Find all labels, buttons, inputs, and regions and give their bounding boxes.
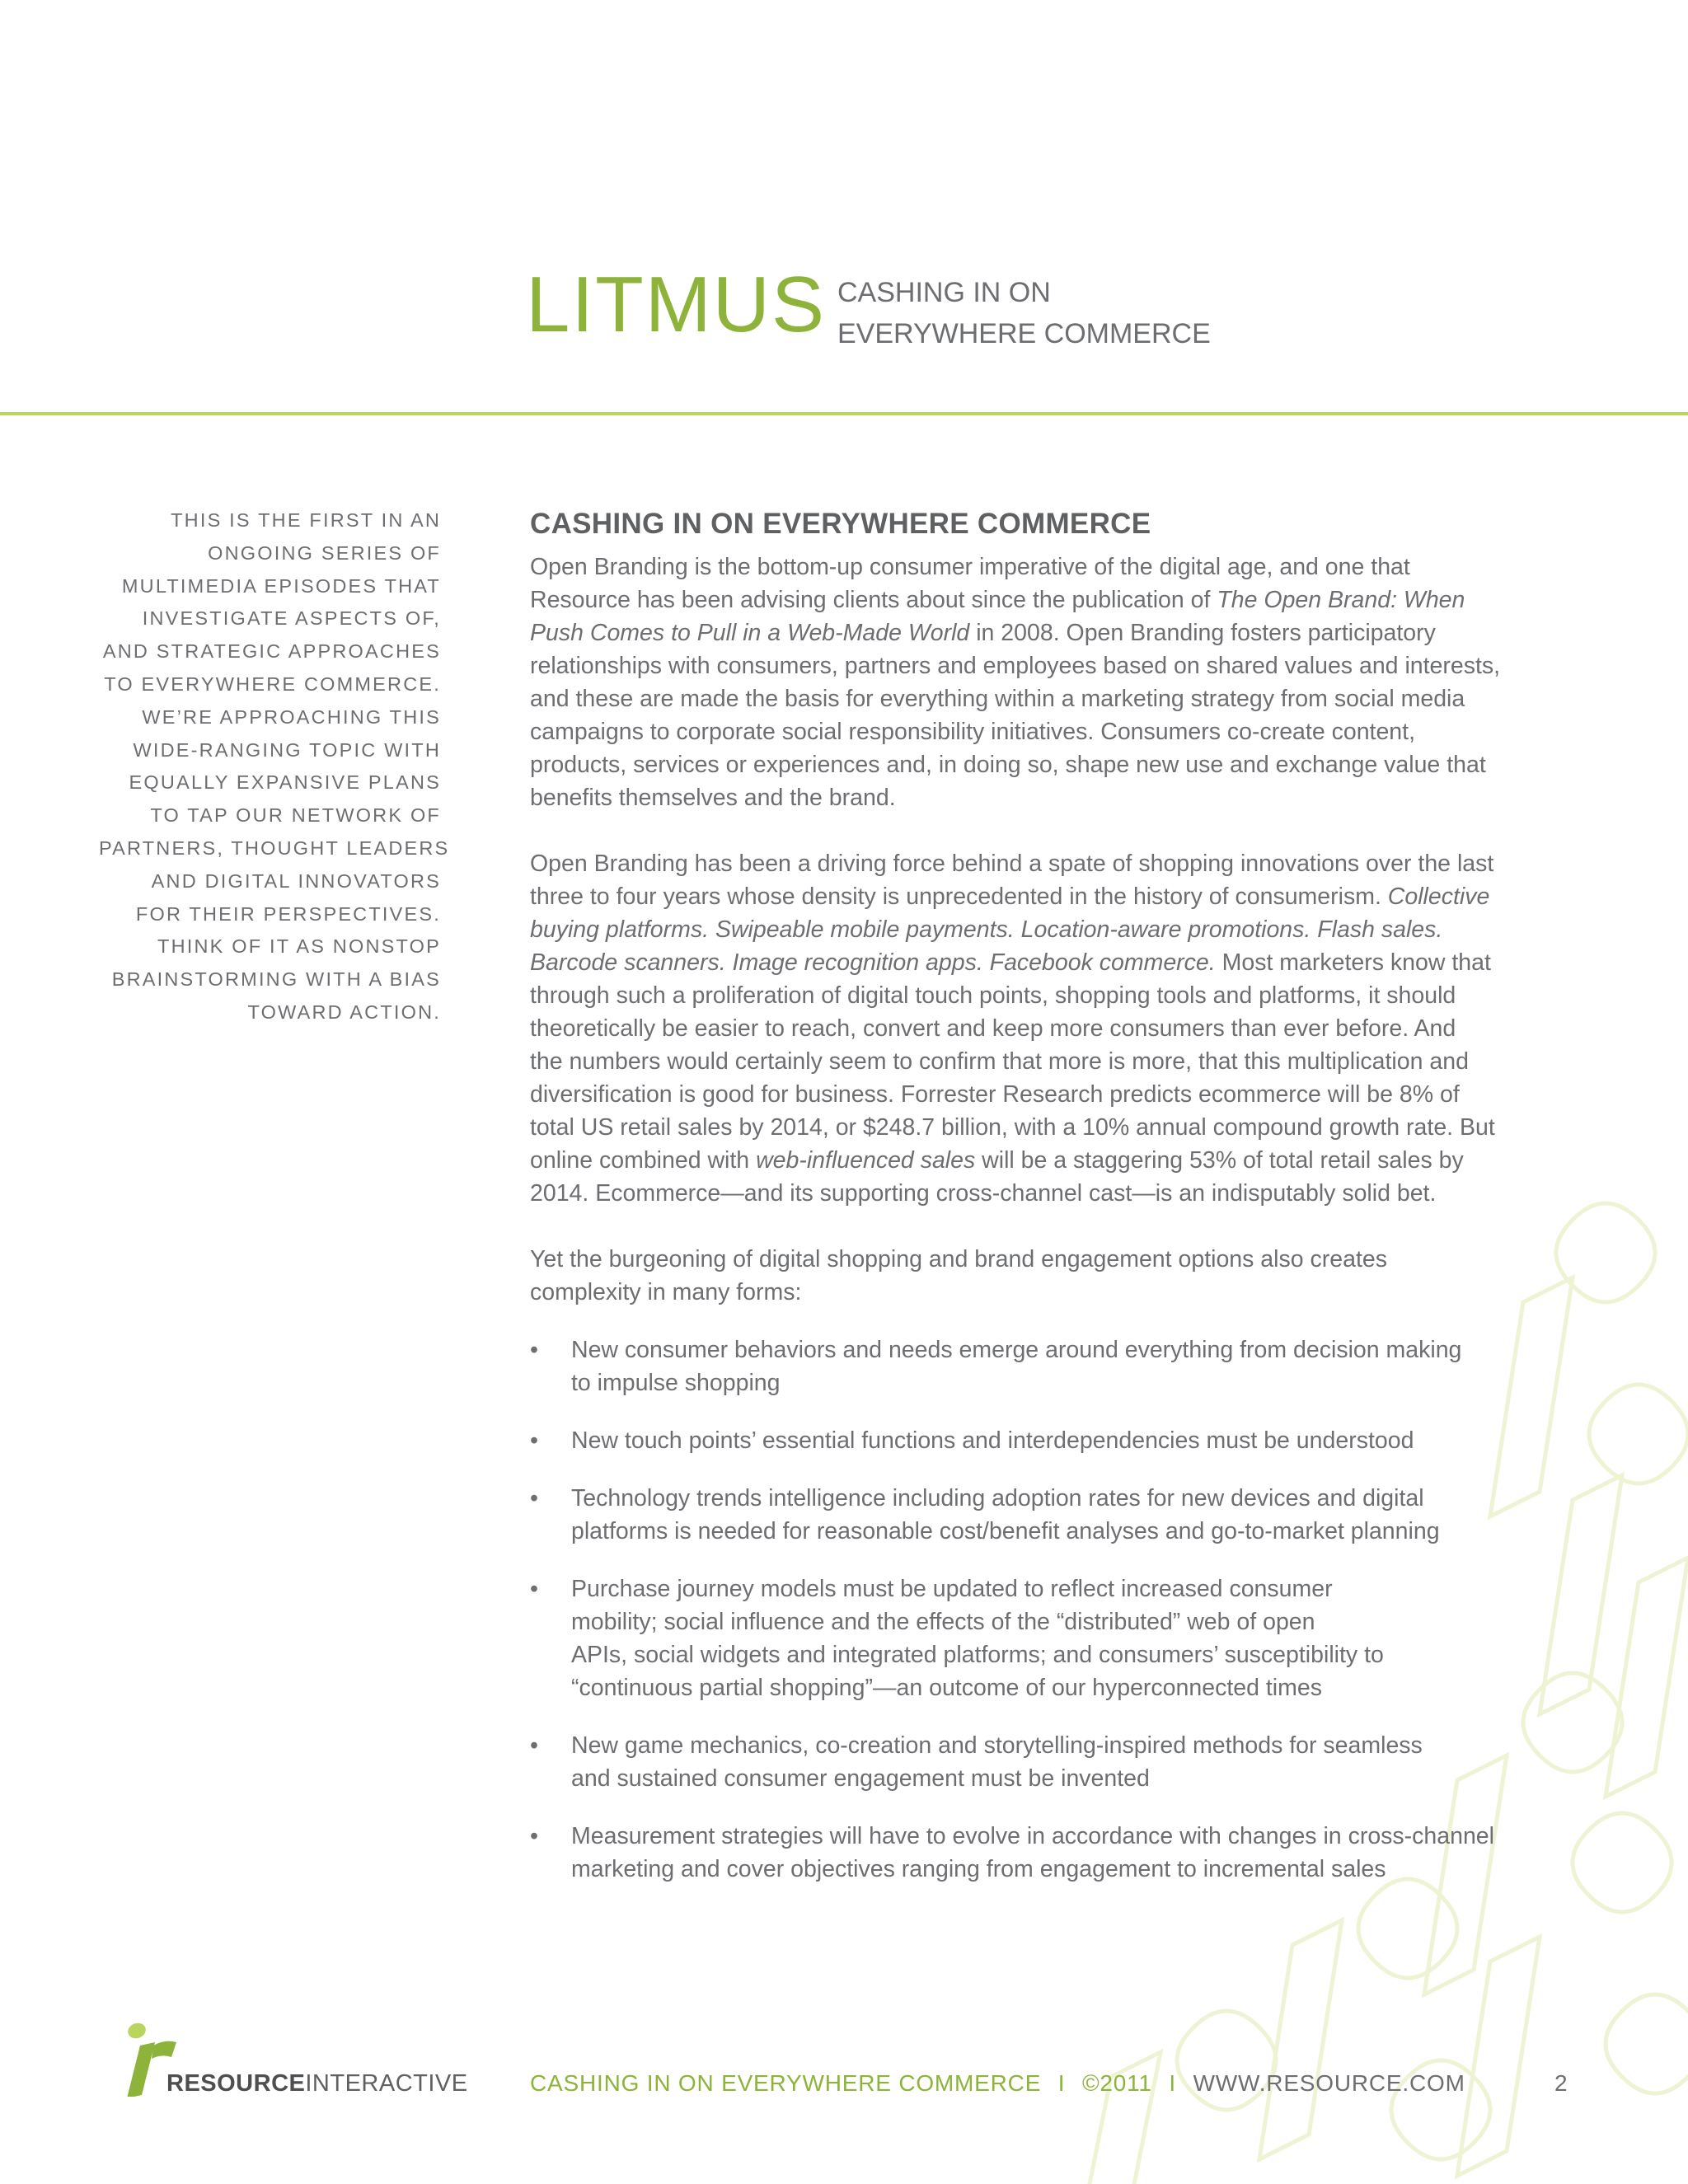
book-title: The Open Brand: When (1217, 587, 1465, 613)
text-line (530, 1144, 1577, 1177)
logo-text-regular: INTERACTIVE (305, 2070, 468, 2097)
document-header (0, 255, 1688, 354)
footer-copyright: ©2011 (1081, 2070, 1152, 2096)
sidebar-line: WIDE-RANGING TOPIC WITH (133, 738, 441, 761)
text-line: through such a proliferation of digital touch points, shopping tools and platforms, it should (530, 982, 1456, 1009)
text-line: Technology trends intelligence including adoption rates for new devices and digital (571, 1485, 1424, 1511)
text-line: theoretically be easier to reach, convert and keep more consumers than ever before. And (530, 1015, 1456, 1042)
text-line: 2014. Ecommerce—and its supporting cross-channel cast—is an indisputably solid bet. (530, 1180, 1437, 1207)
text-span: three to four years whose density is unprecedented in the history of consumerism. (530, 883, 1388, 910)
footer-website: WWW.RESOURCE.COM (1193, 2070, 1465, 2096)
page-number: 2 (1554, 2070, 1568, 2096)
sidebar-line: THINK OF IT AS NONSTOP (157, 935, 441, 958)
list-item (530, 1729, 1577, 1795)
sidebar-line: TOWARD ACTION. (247, 1001, 441, 1023)
sidebar-line: THIS IS THE FIRST IN AN (171, 509, 441, 531)
text-line: Open Branding is the bottom-up consumer imperative of the digital age, and one that (530, 554, 1410, 580)
text-span: in 2008. Open Branding fosters participatory (969, 620, 1436, 646)
sidebar-line: EQUALLY EXPANSIVE PLANS (129, 771, 441, 794)
text-line: APIs, social widgets and integrated platforms; and consumers’ susceptibility to (571, 1642, 1384, 1668)
header-subtitle-line2: EVERYWHERE COMMERCE (837, 318, 1211, 349)
text-line (530, 913, 1577, 946)
bullet-icon: • (530, 1823, 538, 1849)
footer-title: CASHING IN ON EVERYWHERE COMMERCE (530, 2070, 1042, 2096)
list-item (530, 1820, 1577, 1886)
text-line: relationships with consumers, partners and employees based on shared values and interests, (530, 653, 1501, 679)
bullet-icon: • (530, 1485, 538, 1511)
text-line: platforms is needed for reasonable cost/benefit analyses and go-to-market planning (571, 1518, 1440, 1544)
text-line (530, 583, 1577, 616)
text-span: Resource has been advising clients about since the publication of (530, 587, 1217, 613)
text-line: Measurement strategies will have to evolve in accordance with changes in cross-channel (571, 1823, 1494, 1849)
text-line: complexity in many forms: (530, 1279, 802, 1305)
text-line: benefits themselves and the brand. (530, 785, 896, 811)
bullet-icon: • (530, 1732, 538, 1759)
sidebar-line: WE’RE APPROACHING THIS (142, 705, 441, 728)
litmus-wordmark: LITMUS (526, 260, 827, 349)
text-line: diversification is good for business. Forrester Research predicts ecommerce will be 8% of (530, 1081, 1460, 1108)
sidebar-line: AND DIGITAL INNOVATORS (151, 869, 441, 892)
paragraph-open-branding (530, 551, 1577, 814)
text-line: Open Branding has been a driving force behind a spate of shopping innovations over the last (530, 851, 1494, 877)
text-line (530, 880, 1577, 913)
text-line: the numbers would certainly seem to confirm that more is more, that this multiplication and (530, 1048, 1469, 1075)
footer-separator: I (1057, 2070, 1066, 2096)
text-line: New game mechanics, co-creation and storytelling-inspired methods for seamless (571, 1732, 1423, 1759)
text-line: and these are made the basis for everything within a marketing strategy from social media (530, 686, 1465, 712)
list-item (530, 1482, 1577, 1548)
list-item (530, 1333, 1577, 1399)
header-subtitle (837, 272, 1211, 354)
emphasis-text: Collective (1387, 883, 1490, 910)
complexity-bullet-list (530, 1333, 1577, 1886)
text-line: New consumer behaviors and needs emerge around everything from decision making (571, 1337, 1462, 1363)
sidebar-line: TO EVERYWHERE COMMERCE. (104, 673, 441, 695)
logo-wordmark (166, 2070, 468, 2097)
sidebar-line: PARTNERS, THOUGHT LEADERS (99, 837, 450, 859)
sidebar-line: BRAINSTORMING WITH A BIAS (111, 968, 441, 991)
footer-separator: I (1169, 2070, 1176, 2096)
bullet-icon: • (530, 1427, 538, 1454)
bullet-icon: • (530, 1337, 538, 1363)
sidebar-line: MULTIMEDIA EPISODES THAT (121, 574, 441, 597)
emphasis-text: web-influenced sales (756, 1147, 976, 1174)
text-line: “continuous partial shopping”—an outcome of our hyperconnected times (571, 1675, 1322, 1701)
text-span: Most marketers know that (1215, 949, 1491, 976)
article-heading: CASHING IN ON EVERYWHERE COMMERCE (530, 508, 1151, 540)
sidebar-intro (99, 504, 450, 1029)
sidebar-line: TO TAP OUR NETWORK OF (150, 804, 441, 827)
bullet-icon: • (530, 1576, 538, 1602)
article-body (530, 503, 1577, 1910)
sidebar-line: INVESTIGATE ASPECTS OF, (142, 607, 441, 630)
sidebar-line: FOR THEIR PERSPECTIVES. (135, 902, 441, 925)
text-line: to impulse shopping (571, 1370, 781, 1396)
book-title: Push Comes to Pull in a Web-Made World (530, 620, 970, 646)
logo-text-bold: RESOURCE (166, 2070, 306, 2097)
list-item (530, 1424, 1577, 1457)
emphasis-text: buying platforms. Swipeable mobile payments. Location-aware promotions. Flash sales. (530, 916, 1443, 943)
sidebar-line: AND STRATEGIC APPROACHES (102, 640, 441, 663)
text-line: and sustained consumer engagement must be invented (571, 1765, 1150, 1792)
text-span: will be a staggering 53% of total retail sales by (975, 1147, 1464, 1174)
text-line: marketing and cover objectives ranging from engagement to incremental sales (571, 1856, 1386, 1882)
paragraph-complexity (530, 1243, 1577, 1309)
text-line: Yet the burgeoning of digital shopping and brand engagement options also creates (530, 1246, 1387, 1272)
paragraph-shopping-innovations (530, 847, 1577, 1210)
header-subtitle-line1: CASHING IN ON (837, 277, 1051, 308)
text-line: campaigns to corporate social responsibility initiatives. Consumers co-create content, (530, 719, 1415, 745)
resource-interactive-logo (122, 2021, 468, 2103)
text-line: Purchase journey models must be updated to reflect increased consumer (571, 1576, 1333, 1602)
footer-line (530, 2070, 1465, 2097)
text-line (530, 946, 1577, 979)
text-line: mobility; social influence and the effects of the “distributed” web of open (571, 1609, 1315, 1635)
text-line: total US retail sales by 2014, or $248.7 billion, with a 10% annual compound growth rate. But (530, 1114, 1495, 1141)
text-line (530, 616, 1577, 649)
text-line: New touch points’ essential functions and interdependencies must be understood (571, 1427, 1414, 1454)
list-item (530, 1572, 1577, 1704)
sidebar-line: ONGOING SERIES OF (208, 541, 441, 564)
text-line: products, services or experiences and, in doing so, shape new use and exchange value that (530, 752, 1486, 778)
header-divider (0, 412, 1688, 415)
emphasis-text: Barcode scanners. Image recognition apps. Facebook commerce. (530, 949, 1216, 976)
text-span: online combined with (530, 1147, 757, 1174)
